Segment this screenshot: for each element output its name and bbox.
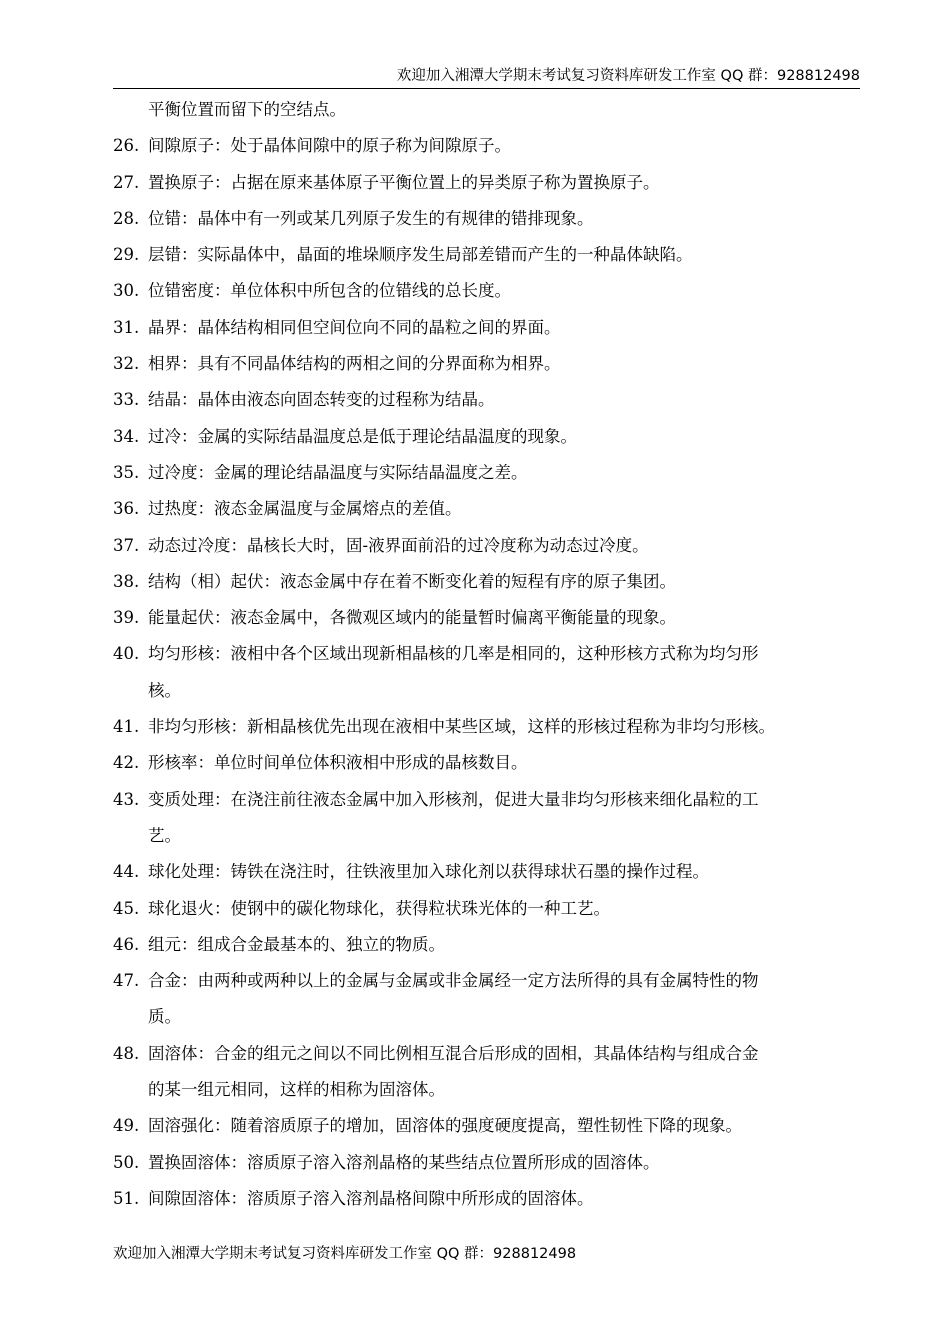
entry-number: 34.: [113, 426, 140, 446]
glossary-entry: [113, 854, 873, 890]
entry-text: 的某一组元相同，这样的相称为固溶体。: [148, 1080, 445, 1100]
entry-number: 29.: [113, 245, 140, 265]
glossary-entry: [113, 1145, 873, 1181]
glossary-entry: [113, 891, 873, 927]
glossary-entry: [113, 237, 873, 273]
glossary-entry: [113, 128, 873, 164]
glossary-entry: [113, 273, 873, 309]
entry-text: 置换固溶体：溶质原子溶入溶剂晶格的某些结点位置所形成的固溶体。: [148, 1152, 660, 1172]
glossary-entry-continuation: [113, 673, 873, 709]
glossary-entry: [113, 782, 873, 818]
entry-text: 非均匀形核：新相晶核优先出现在液相中某些区域，这样的形核过程称为非均匀形核。: [148, 717, 775, 737]
entry-number: 27.: [113, 172, 140, 192]
entry-number: 36.: [113, 499, 140, 519]
glossary-entry: [113, 1036, 873, 1072]
entry-number: 32.: [113, 354, 140, 374]
entry-number: 42.: [113, 753, 140, 773]
page-header: 欢迎加入湘潭大学期末考试复习资料库研发工作室 QQ 群：928812498: [113, 66, 860, 89]
glossary-entry-continuation: [113, 999, 873, 1035]
entry-text: 核。: [148, 680, 181, 700]
entry-number: 35.: [113, 462, 140, 482]
entry-number: 40.: [113, 644, 140, 664]
glossary-entry: [113, 636, 873, 672]
glossary-entry: [113, 382, 873, 418]
glossary-content: [113, 92, 873, 1217]
entry-text: 过冷：金属的实际结晶温度总是低于理论结晶温度的现象。: [148, 426, 577, 446]
entry-text: 过热度：液态金属温度与金属熔点的差值。: [148, 499, 462, 519]
entry-text: 层错：实际晶体中，晶面的堆垛顺序发生局部差错而产生的一种晶体缺陷。: [148, 245, 693, 265]
entry-text: 形核率：单位时间单位体积液相中形成的晶核数目。: [148, 753, 528, 773]
entry-text: 均匀形核：液相中各个区域出现新相晶核的几率是相同的，这种形核方式称为均匀形: [148, 644, 759, 664]
glossary-entry: [113, 165, 873, 201]
glossary-entry: [113, 419, 873, 455]
glossary-entry: [113, 346, 873, 382]
entry-number: 37.: [113, 535, 140, 555]
glossary-entry: [113, 1108, 873, 1144]
entry-number: 26.: [113, 136, 140, 156]
entry-number: 41.: [113, 717, 140, 737]
glossary-entry: [113, 927, 873, 963]
glossary-entry: [113, 201, 873, 237]
entry-text: 位错：晶体中有一列或某几列原子发生的有规律的错排现象。: [148, 208, 594, 228]
glossary-entry-continuation: [113, 818, 873, 854]
entry-text: 平衡位置而留下的空结点。: [148, 100, 346, 119]
entry-number: 28.: [113, 208, 140, 228]
entry-number: 49.: [113, 1116, 140, 1136]
entry-number: 44.: [113, 862, 140, 882]
glossary-entry: [113, 1181, 873, 1217]
entry-text: 间隙固溶体：溶质原子溶入溶剂晶格间隙中所形成的固溶体。: [148, 1188, 594, 1208]
entry-number: 39.: [113, 608, 140, 628]
glossary-entry: [113, 745, 873, 781]
glossary-entry: [113, 455, 873, 491]
entry-number: 38.: [113, 571, 140, 591]
entry-text: 质。: [148, 1007, 181, 1027]
entry-number: 31.: [113, 317, 140, 337]
entry-number: 48.: [113, 1043, 140, 1063]
glossary-entry-continuation: [113, 1072, 873, 1108]
entry-text: 结构（相）起伏：液态金属中存在着不断变化着的短程有序的原子集团。: [148, 571, 676, 591]
entry-text: 置换原子：占据在原来基体原子平衡位置上的异类原子称为置换原子。: [148, 172, 660, 192]
entry-text: 动态过冷度：晶核长大时，固-液界面前沿的过冷度称为动态过冷度。: [148, 535, 649, 555]
entry-text: 艺。: [148, 825, 181, 845]
entry-text: 球化处理：铸铁在浇注时，往铁液里加入球化剂以获得球状石墨的操作过程。: [148, 862, 709, 882]
glossary-entry: [113, 310, 873, 346]
entry-text: 球化退火：使钢中的碳化物球化，获得粒状珠光体的一种工艺。: [148, 898, 610, 918]
entry-number: 51.: [113, 1188, 140, 1208]
entry-text: 结晶：晶体由液态向固态转变的过程称为结晶。: [148, 390, 495, 410]
entry-number: 33.: [113, 390, 140, 410]
glossary-entry: [113, 491, 873, 527]
entry-number: 50.: [113, 1152, 140, 1172]
entry-number: 46.: [113, 934, 140, 954]
page-footer: 欢迎加入湘潭大学期末考试复习资料库研发工作室 QQ 群：928812498: [113, 1246, 577, 1262]
entry-text: 相界：具有不同晶体结构的两相之间的分界面称为相界。: [148, 354, 561, 374]
glossary-entry: [113, 600, 873, 636]
glossary-entry: [113, 564, 873, 600]
entry-text: 晶界：晶体结构相同但空间位向不同的晶粒之间的界面。: [148, 317, 561, 337]
entry-number: 30.: [113, 281, 140, 301]
entry-text: 位错密度：单位体积中所包含的位错线的总长度。: [148, 281, 511, 301]
glossary-entry: [113, 528, 873, 564]
entry-text: 能量起伏：液态金属中，各微观区域内的能量暂时偏离平衡能量的现象。: [148, 608, 676, 628]
entry-number: 43.: [113, 789, 140, 809]
glossary-entry: [113, 963, 873, 999]
entry-text: 固溶体：合金的组元之间以不同比例相互混合后形成的固相，其晶体结构与组成合金: [148, 1043, 759, 1063]
entry-text: 过冷度：金属的理论结晶温度与实际结晶温度之差。: [148, 462, 528, 482]
entry-number: 45.: [113, 898, 140, 918]
entry-text: 变质处理：在浇注前往液态金属中加入形核剂，促进大量非均匀形核来细化晶粒的工: [148, 789, 759, 809]
glossary-entry-continuation: [113, 92, 873, 128]
entry-text: 合金：由两种或两种以上的金属与金属或非金属经一定方法所得的具有金属特性的物: [148, 971, 759, 991]
glossary-entry: [113, 709, 873, 745]
entry-number: 47.: [113, 971, 140, 991]
entry-text: 固溶强化：随着溶质原子的增加，固溶体的强度硬度提高，塑性韧性下降的现象。: [148, 1116, 742, 1136]
entry-text: 间隙原子：处于晶体间隙中的原子称为间隙原子。: [148, 136, 511, 156]
entry-text: 组元：组成合金最基本的、独立的物质。: [148, 934, 445, 954]
